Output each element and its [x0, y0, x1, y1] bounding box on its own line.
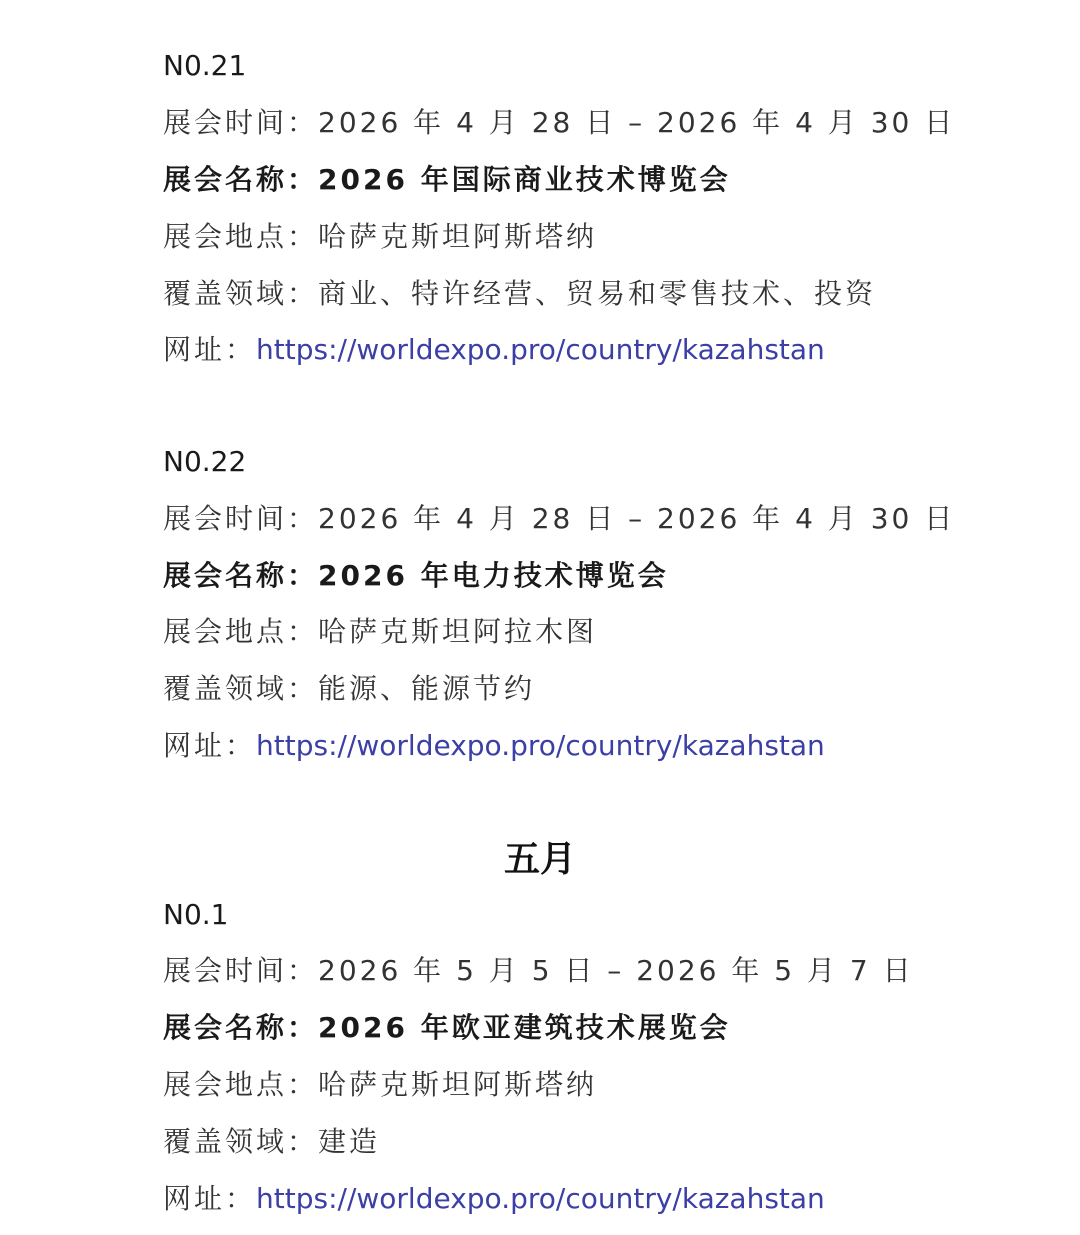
name-value: 2026 年电力技术博览会 [318, 559, 669, 592]
exhibition-field [163, 671, 535, 707]
time-value: 2026 年 4 月 28 日 – 2026 年 4 月 30 日 [318, 502, 956, 535]
entry-number: N0.22 [163, 445, 247, 478]
place-label: 展会地点： [163, 615, 319, 648]
exhibition-url [163, 332, 825, 368]
place-value: 哈萨克斯坦阿斯塔纳 [318, 1068, 598, 1101]
entry-number: N0.21 [163, 49, 247, 82]
exhibition-place [163, 1067, 597, 1103]
exhibition-place [163, 614, 597, 650]
month-heading: 五月 [503, 839, 576, 880]
place-value: 哈萨克斯坦阿斯塔纳 [318, 220, 598, 253]
time-value: 2026 年 4 月 28 日 – 2026 年 4 月 30 日 [318, 106, 956, 139]
field-value: 商业、特许经营、贸易和零售技术、投资 [318, 277, 877, 310]
exhibition-time [163, 105, 955, 141]
exhibition-time [163, 501, 955, 537]
place-label: 展会地点： [163, 1068, 319, 1101]
field-label: 覆盖领域： [163, 672, 319, 705]
url-link[interactable]: https://worldexpo.pro/country/kazahstan [256, 333, 825, 366]
url-label: 网址： [163, 333, 257, 366]
exhibition-url [163, 728, 825, 764]
exhibition-field [163, 1124, 380, 1160]
exhibition-name [163, 1010, 731, 1046]
exhibition-field [163, 276, 876, 312]
field-label: 覆盖领域： [163, 277, 319, 310]
name-value: 2026 年国际商业技术博览会 [318, 163, 731, 196]
place-value: 哈萨克斯坦阿拉木图 [318, 615, 598, 648]
entry-number: N0.1 [163, 898, 229, 931]
field-value: 能源、能源节约 [318, 672, 536, 705]
time-label: 展会时间： [163, 106, 319, 139]
exhibition-name [163, 558, 669, 594]
url-link[interactable]: https://worldexpo.pro/country/kazahstan [256, 1182, 825, 1215]
name-label: 展会名称： [163, 1011, 319, 1044]
name-label: 展会名称： [163, 163, 319, 196]
time-value: 2026 年 5 月 5 日 – 2026 年 5 月 7 日 [318, 954, 914, 987]
time-label: 展会时间： [163, 954, 319, 987]
name-value: 2026 年欧亚建筑技术展览会 [318, 1011, 731, 1044]
url-link[interactable]: https://worldexpo.pro/country/kazahstan [256, 729, 825, 762]
url-label: 网址： [163, 1182, 257, 1215]
exhibition-url [163, 1181, 825, 1217]
exhibition-time [163, 953, 914, 989]
field-label: 覆盖领域： [163, 1125, 319, 1158]
field-value: 建造 [318, 1125, 381, 1158]
place-label: 展会地点： [163, 220, 319, 253]
url-label: 网址： [163, 729, 257, 762]
exhibition-place [163, 219, 597, 255]
time-label: 展会时间： [163, 502, 319, 535]
name-label: 展会名称： [163, 559, 319, 592]
exhibition-name [163, 162, 731, 198]
